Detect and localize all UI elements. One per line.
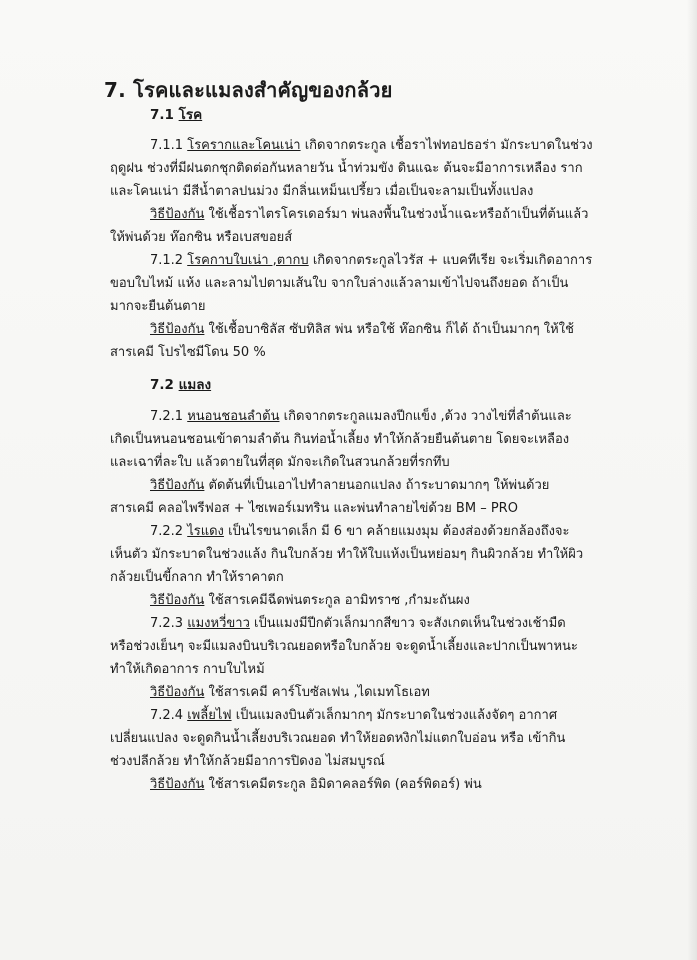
prevention-label: วิธีป้องกัน [150, 593, 205, 608]
paragraph-line: สารเคมี โปรไซมีโดน 50 % [110, 345, 266, 360]
prevention-label: วิธีป้องกัน [150, 322, 205, 337]
paragraph-line: ฤดูฝน ช่วงที่มีฝนตกชุกติดต่อกันหลายวัน น้ำท่วมขัง ดินแฉะ ต้นจะมีอาการเหลือง ราก [110, 161, 583, 176]
paragraph-line: หรือช่วงเย็นๆ จะมีแมลงบินบริเวณยอดหรือใบกล้วย จะดูดน้ำเลี้ยงและปากเป็นพาหนะ [110, 639, 578, 654]
section-number: 7.1 [150, 107, 174, 123]
prevention-text: ตัดต้นที่เป็นเอาไปทำลายนอกแปลง ถ้าระบาดมากๆ ให้พ่นด้วย [208, 478, 550, 493]
item-name: หนอนชอนลำต้น [187, 409, 280, 424]
item-text: เป็นไรขนาดเล็ก มี 6 ขา คล้ายแมงมุม ต้องส่องด้วยกล้องถึงจะ [228, 524, 570, 539]
paragraph-line [150, 409, 572, 425]
prevention-label: วิธีป้องกัน [150, 685, 205, 700]
item-text: เป็นแมงมีปีกตัวเล็กมากสีขาว จะสังเกตเห็นในช่วงเช้ามืด [254, 616, 566, 631]
prevention-line [150, 478, 549, 494]
paragraph-line: ทำให้เกิดอาการ กาบใบไหม้ [110, 662, 265, 677]
prevention-line [150, 322, 574, 338]
paragraph-line: มากจะยืนต้นตาย [110, 299, 206, 314]
paragraph-line: กล้วยเป็นขี้กลาก ทำให้ราคาตก [110, 570, 284, 585]
paragraph-line: ขอบใบไหม้ แห้ง และลามไปตามเส้นใบ จากใบล่างแล้วลามเข้าไปจนถึงยอด ถ้าเป็น [110, 276, 569, 291]
prevention-text: ใช้เชื้อราไตรโครเดอร์มา พ่นลงพื้นในช่วงน้ำแฉะหรือถ้าเป็นที่ต้นแล้ว [208, 207, 589, 222]
item-number: 7.2.2 [150, 524, 184, 539]
paragraph-line: ให้พ่นด้วย ห๊อกซิน หรือเบสขอยส์ [110, 230, 293, 245]
prevention-text: ใช้เชื้อบาซิลัส ซับทิลิส พ่น หรือใช้ ห๊อกซิน ก็ได้ ถ้าเป็นมากๆ ให้ใช้ [208, 322, 574, 337]
paragraph-line [150, 524, 570, 540]
section-heading-insect [150, 377, 211, 393]
paragraph-line: และเฉาที่ละใบ แล้วตายในที่สุด มักจะเกิดในสวนกล้วยที่รกทึบ [110, 455, 450, 470]
paragraph-line: และโคนเน่า มีสีน้ำตาลปนม่วง มีกลิ่นเหม็นเปรี้ยว เมื่อเป็นจะลามเป็นทั้งแปลง [110, 184, 534, 199]
item-number: 7.2.3 [150, 616, 184, 631]
paragraph-line: สารเคมี คลอไพรีฟอส + ไซเพอร์เมทริน และพ่นทำลายไข่ด้วย BM – PRO [110, 501, 518, 516]
paragraph-line [150, 616, 566, 632]
prevention-text: ใช้สารเคมี คาร์โบซัลเฟน ,ไดเมทโธเอท [208, 685, 430, 700]
paragraph-line [150, 253, 592, 269]
item-text: เกิดจากตระกูลแมลงปีกแข็ง ,ด้วง วางไข่ที่ลำต้นและ [283, 409, 572, 424]
section-heading-disease [150, 107, 202, 123]
item-text: เกิดจากตระกูลไวรัส + แบคทีเรีย จะเริ่มเกิดอาการ [312, 253, 593, 268]
paragraph-line: เปลี่ยนแปลง จะดูดกินน้ำเลี้ยงบริเวณยอด ทำให้ยอดหงิกไม่แตกใบอ่อน หรือ เข้ากิน [110, 731, 566, 746]
prevention-label: วิธีป้องกัน [150, 207, 205, 222]
paragraph-line [150, 138, 593, 154]
item-name: เพลี้ยไฟ [187, 708, 232, 723]
paragraph-line: เห็นตัว มักระบาดในช่วงแล้ง กินใบกล้วย ทำให้ใบแห้งเป็นหย่อมๆ กินผิวกล้วย ทำให้ผิว [110, 547, 584, 562]
item-name: โรครากและโคนเน่า [187, 138, 301, 153]
item-number: 7.2.4 [150, 708, 184, 723]
prevention-text: ใช้สารเคมีตระกูล อิมิดาคลอร์พิด (คอร์พิดอร์) พ่น [208, 777, 482, 792]
item-text: เป็นแมลงบินตัวเล็กมากๆ มักระบาดในช่วงแล้งจัดๆ อากาศ [235, 708, 558, 723]
prevention-line [150, 207, 588, 223]
paragraph-line [150, 708, 557, 724]
item-number: 7.1.2 [150, 253, 184, 268]
prevention-line [150, 593, 470, 609]
section-number: 7.2 [150, 377, 174, 393]
prevention-label: วิธีป้องกัน [150, 777, 205, 792]
section-label: แมลง [178, 377, 212, 393]
paragraph-line: เกิดเป็นหนอนชอนเข้าตามลำต้น กินท่อน้ำเลี้ยง ทำให้กล้วยยืนต้นตาย โดยจะเหลือง [110, 432, 570, 447]
item-number: 7.2.1 [150, 409, 184, 424]
section-label: โรค [178, 107, 203, 123]
prevention-line [150, 685, 430, 701]
item-text: เกิดจากตระกูล เชื้อราไฟทอปธอร่า มักระบาดในช่วง [304, 138, 593, 153]
item-name: แมงหวี่ขาว [187, 616, 250, 631]
item-name: ไรแดง [187, 524, 224, 539]
paragraph-line: ช่วงปลีกล้วย ทำให้กล้วยมีอาการปิดงอ ไม่สมบูรณ์ [110, 754, 385, 769]
page-title: 7. โรคและแมลงสำคัญของกล้วย [104, 78, 393, 102]
item-name: โรคกาบใบเน่า ,ตากบ [187, 253, 309, 268]
prevention-text: ใช้สารเคมีฉีดพ่นตระกูล อามิทราซ ,กำมะถันผง [208, 593, 470, 608]
page-edge-shadow [687, 0, 697, 960]
item-number: 7.1.1 [150, 138, 184, 153]
prevention-line [150, 777, 482, 793]
prevention-label: วิธีป้องกัน [150, 478, 205, 493]
